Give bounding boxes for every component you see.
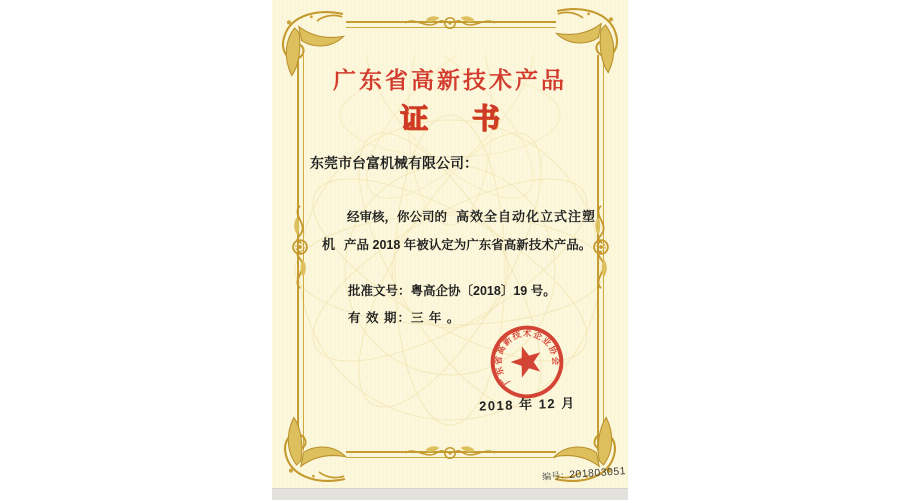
approval-label: 批准文号： [348, 284, 411, 298]
validity-value: 三 年 。 [410, 311, 461, 325]
body-line-2 [322, 234, 591, 253]
serial-value: 201803051 [568, 465, 627, 482]
serial-label: 编号： [541, 470, 570, 482]
recipient-name: 东莞市台富机械有限公司： [310, 155, 478, 171]
body-line1-prefix: 经审核，你公司的 [347, 210, 448, 224]
product-name-part1: 高效全自动化立式注塑 [456, 209, 597, 224]
certificate-title: 广东省高新技术产品 [333, 67, 567, 93]
seal-star-icon [507, 342, 546, 380]
edge-ornament-bottom-center [405, 440, 495, 466]
approval-number-line [348, 281, 556, 299]
validity-line [348, 308, 460, 326]
validity-label: 有 效 期： [348, 311, 411, 325]
product-name-part2: 机 [322, 237, 337, 252]
scanner-shadow-strip [272, 488, 628, 500]
edge-ornament-top-center [405, 10, 495, 36]
seal-organization-text: 广东省高新技术企业协会 [492, 328, 561, 388]
approval-value: 粤高企协〔2018〕19 号。 [410, 284, 556, 298]
body-line2-text: 产品 2018 年被认定为广东省高新技术产品。 [344, 238, 592, 252]
corner-flourish-bottom-left [277, 416, 347, 486]
body-line-1 [347, 206, 596, 225]
edge-ornament-left [289, 203, 311, 291]
certificate-paper [272, 0, 628, 488]
certificate-subtitle: 证 书 [400, 103, 518, 134]
issue-date: 2018 年 12 月 [478, 395, 576, 414]
